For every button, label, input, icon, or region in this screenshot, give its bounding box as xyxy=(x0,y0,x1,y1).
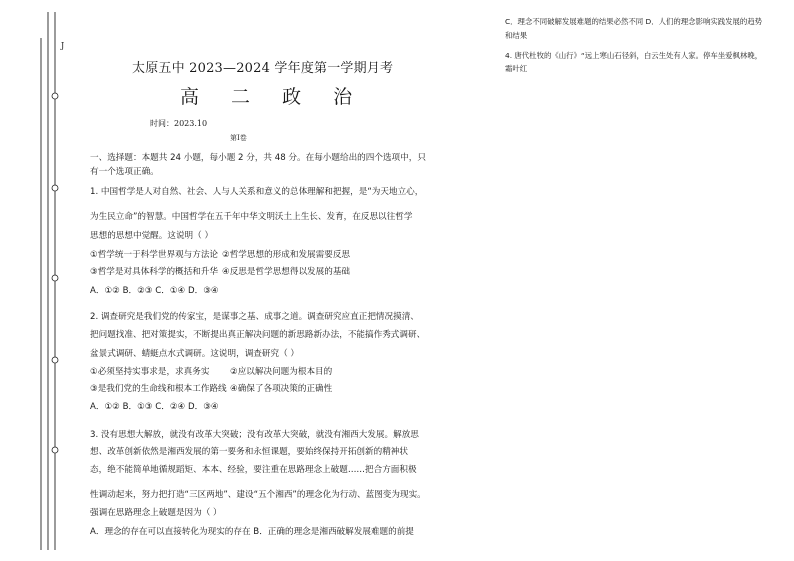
binding-hole xyxy=(52,93,58,99)
section-instruction: 一、选择题：本题共 24 小题，每小题 2 分，共 48 分。在每小题给出的四个选项中，只 xyxy=(90,153,426,163)
question-1-text: 为生民立命”的智慧。中国哲学在五千年中华文明沃土上生长、发育，在反思以往哲学 xyxy=(90,212,413,222)
question-2-text: 盆景式调研、蜻蜓点水式调研。这说明，调查研究（ ） xyxy=(90,349,299,359)
binding-mark: J xyxy=(61,41,65,50)
question-3-text: 态，绝不能简单地循规蹈矩、本本、经验，要注重在思路理念上破题……把合方面积极 xyxy=(90,465,417,475)
question-1-option: ④反思是哲学思想得以发展的基础 xyxy=(222,267,351,277)
question-1-option: ③哲学是对具体科学的概括和升华 xyxy=(90,267,219,277)
question-1-text: 思想的思想中觉醒。这说明（ ） xyxy=(90,231,214,241)
question-3-option: 和结果 xyxy=(505,31,528,40)
question-1-text: 1. 中国哲学是人对自然、社会、人与人关系和意义的总体理解和把握，是“为天地立心， xyxy=(90,187,424,197)
question-3-option: A．理念的存在可以直接转化为现实的存在 B．正确的理念是湘西破解发展难题的前提 xyxy=(90,527,414,537)
question-3-text: 强调在思路理念上破题是因为（ ） xyxy=(90,508,222,518)
question-2-text: 把问题找准、把对策提实，不断提出真正解决问题的新思路新办法，不能搞作秀式调研、 xyxy=(90,330,426,340)
binding-hole xyxy=(52,447,58,453)
question-2-option: ①必须坚持实事求是，求真务实 xyxy=(90,367,210,377)
question-2-option: ④确保了各项决策的正确性 xyxy=(230,384,333,394)
section-instruction: 有一个选项正确。 xyxy=(90,167,159,177)
question-2-answers: A．①② B．①③ C．②④ D．③④ xyxy=(90,402,219,412)
binding-hole xyxy=(52,185,58,191)
question-2-text: 2. 调查研究是我们党的传家宝，是谋事之基、成事之道。调查研究应直正把情况摸清、 xyxy=(90,312,419,322)
question-1-option: ②哲学思想的形成和发展需要反思 xyxy=(222,250,351,260)
binding-hole xyxy=(52,357,58,363)
exam-title: 太原五中 2023—2024 学年度第一学期月考 xyxy=(132,61,394,76)
question-1-option: ①哲学统一于科学世界观与方法论 xyxy=(90,250,219,260)
question-3-text: 3. 没有思想大解放，就没有改革大突破；没有改革大突破，就没有湘西大发展。解放思 xyxy=(90,430,419,440)
question-1-answers: A．①② B．②③ C．①④ D．③④ xyxy=(90,286,219,296)
question-2-option: ③是我们党的生命线和根本工作路线 xyxy=(90,384,227,394)
question-4-text: 霜叶红 xyxy=(505,64,528,73)
binding-margin xyxy=(0,0,80,561)
question-2-option: ②应以解决问题为根本目的 xyxy=(230,367,333,377)
binding-hole xyxy=(52,275,58,281)
exam-time: 时间：2023.10 xyxy=(150,119,208,128)
question-4-text: 4. 唐代杜牧的《山行》“远上寒山石径斜，白云生处有人家。停车坐爱枫林晚， xyxy=(505,51,763,60)
question-3-option: C．理念不同破解发展难题的结果必然不同 D．人们的理念影响实践发展的趋势 xyxy=(505,17,763,26)
subject-title: 高 二 政 治 xyxy=(180,86,366,108)
volume-label: 第Ⅰ卷 xyxy=(230,134,247,142)
question-3-text: 想、改革创新依然是湘西发展的第一要务和永恒课题，要始终保持开拓创新的精神状 xyxy=(90,447,408,457)
question-3-text: 性调动起来，努力把打造“三区两地”、建设“五个湘西”的理念化为行动、蓝图变为现实。 xyxy=(90,490,426,500)
